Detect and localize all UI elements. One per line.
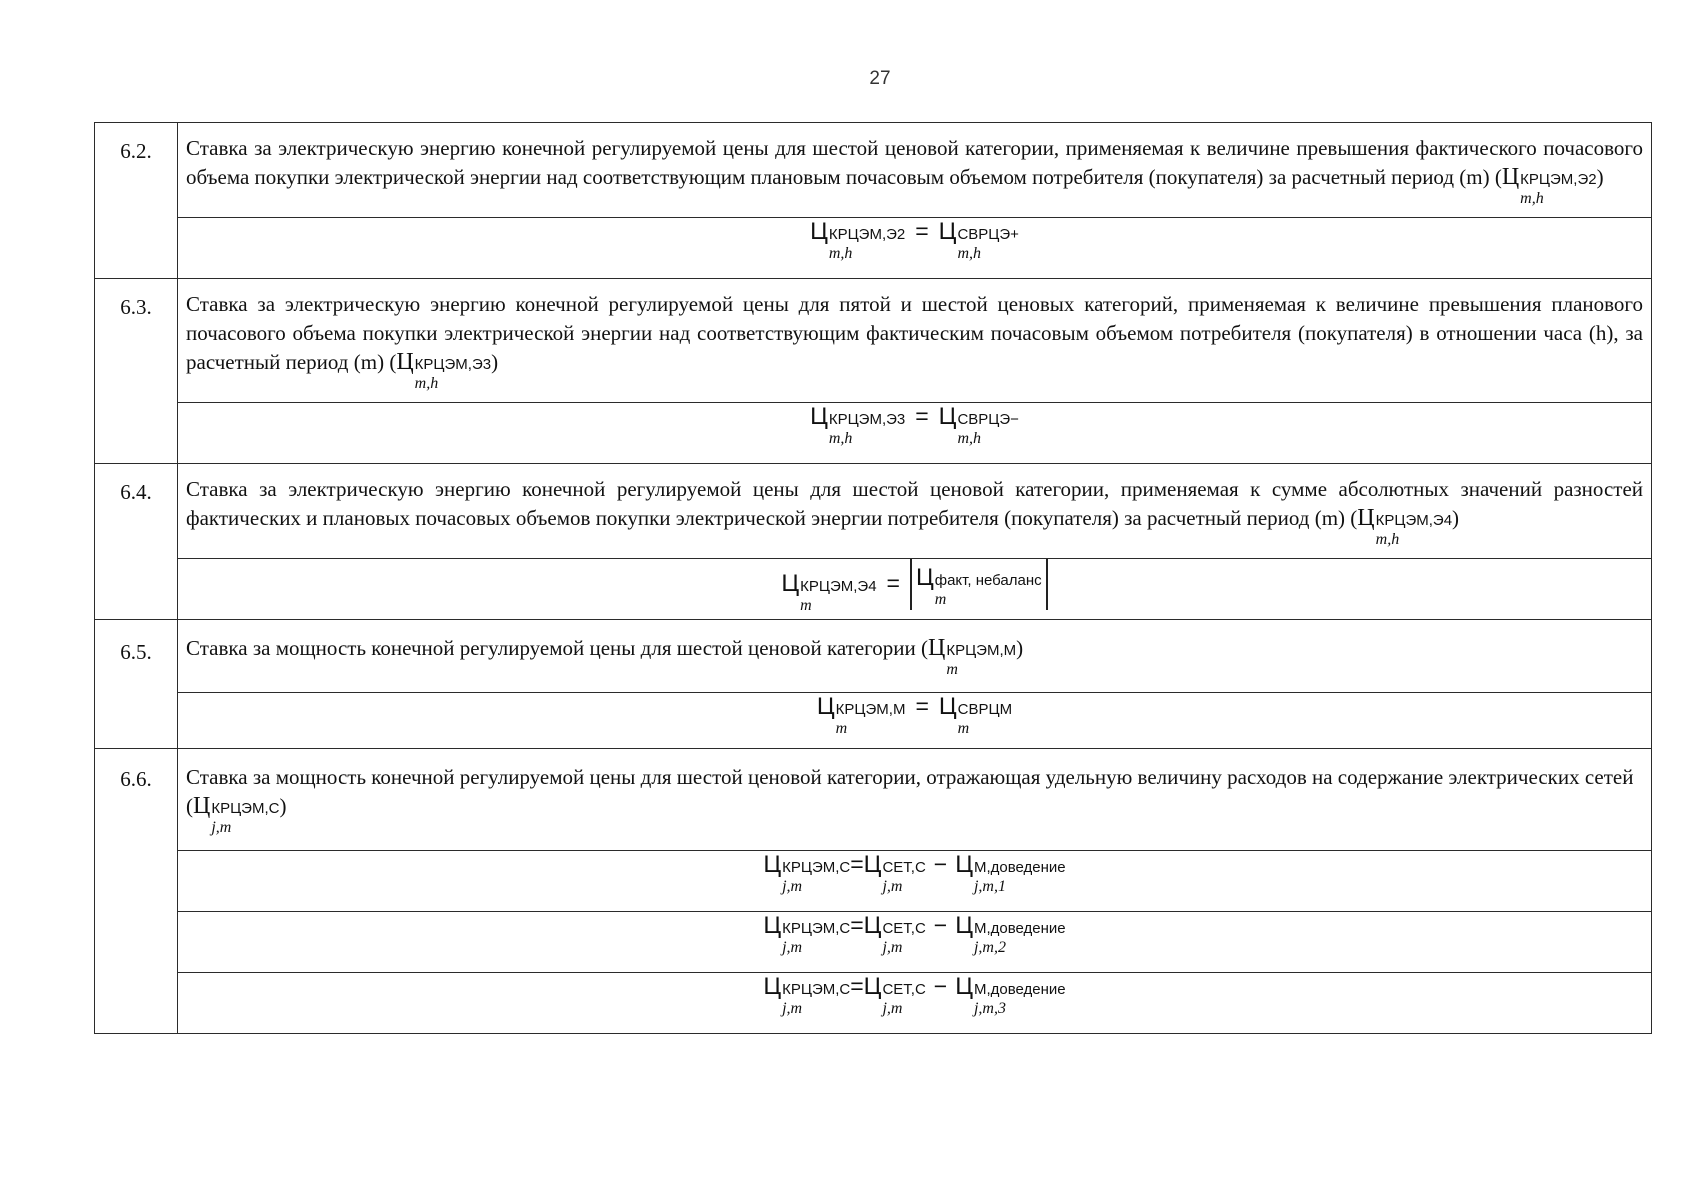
price-symbol: Ц КРЦЭМ,Э4 m,h bbox=[1357, 505, 1453, 548]
row-description: Ставка за электрическую энергию конечной регулируемой цены для шестой ценовой категории, применяемая к величине превышения фактического почасового объема покупки электрической энергии над соответствующим плановым почасовым объемом потребителя (покупателя) за расчетный период (m) (Ц КРЦЭМ,Э2 m,h ) bbox=[178, 123, 1652, 218]
table-row bbox=[95, 464, 1652, 559]
formula-row bbox=[95, 218, 1652, 279]
row-number: 6.6. bbox=[95, 749, 178, 1034]
table-row bbox=[95, 123, 1652, 218]
formula-row bbox=[95, 973, 1652, 1034]
row-description: Ставка за мощность конечной регулируемой цены для шестой ценовой категории (Ц КРЦЭМ,М m ) bbox=[178, 620, 1652, 693]
formula-row bbox=[95, 559, 1652, 620]
row-number: 6.2. bbox=[95, 123, 178, 279]
formula: Ц КРЦЭМ,С j,m =Ц СЕТ,С j,m − Ц М,доведение j,m,1 bbox=[178, 851, 1652, 912]
formula: Ц КРЦЭМ,Э4 m = Ц факт, небаланс m bbox=[178, 559, 1652, 620]
formula-row bbox=[95, 693, 1652, 749]
table-row bbox=[95, 620, 1652, 693]
row-number: 6.4. bbox=[95, 464, 178, 620]
price-symbol: Ц КРЦЭМ,Э2 m,h bbox=[1501, 164, 1597, 207]
row-description: Ставка за мощность конечной регулируемой цены для шестой ценовой категории, отражающая удельную величину расходов на содержание электрических сетей (Ц КРЦЭМ,С j,m ) bbox=[178, 749, 1652, 851]
formula-row bbox=[95, 403, 1652, 464]
price-symbol: Ц КРЦЭМ,Э3 m,h bbox=[396, 349, 492, 392]
price-symbol: Ц КРЦЭМ,М m bbox=[927, 635, 1017, 678]
formula: Ц КРЦЭМ,С j,m =Ц СЕТ,С j,m − Ц М,доведение j,m,3 bbox=[178, 973, 1652, 1034]
absolute-value: Ц факт, небаланс m bbox=[910, 559, 1048, 610]
formula: Ц КРЦЭМ,С j,m =Ц СЕТ,С j,m − Ц М,доведение j,m,2 bbox=[178, 912, 1652, 973]
page-number: 27 bbox=[869, 68, 891, 89]
row-description: Ставка за электрическую энергию конечной регулируемой цены для шестой ценовой категории, применяемая к сумме абсолютных значений разностей фактических и плановых почасовых объемов покупки электрической энергии потребителя (покупателя) за расчетный период (m) (Ц КРЦЭМ,Э4 m,h ) bbox=[178, 464, 1652, 559]
row-number: 6.3. bbox=[95, 279, 178, 464]
formula-row bbox=[95, 912, 1652, 973]
formula: Ц КРЦЭМ,Э2 m,h = Ц СВРЦЭ+ m,h bbox=[178, 218, 1652, 279]
formula: Ц КРЦЭМ,Э3 m,h = Ц СВРЦЭ− m,h bbox=[178, 403, 1652, 464]
row-number: 6.5. bbox=[95, 620, 178, 749]
price-symbol: Ц КРЦЭМ,С j,m bbox=[193, 793, 280, 836]
formula: Ц КРЦЭМ,М m = Ц СВРЦМ m bbox=[178, 693, 1652, 749]
formula-row bbox=[95, 851, 1652, 912]
row-description: Ставка за электрическую энергию конечной регулируемой цены для пятой и шестой ценовых категорий, применяемая к величине превышения планового почасового объема покупки электрической энергии над соответствующим фактическим почасовым объемом потребителя (покупателя) в отношении часа (h), за расчетный период (m) (Ц КРЦЭМ,Э3 m,h ) bbox=[178, 279, 1652, 403]
table-row bbox=[95, 279, 1652, 403]
tariff-table bbox=[94, 122, 1652, 1034]
table-row bbox=[95, 749, 1652, 851]
